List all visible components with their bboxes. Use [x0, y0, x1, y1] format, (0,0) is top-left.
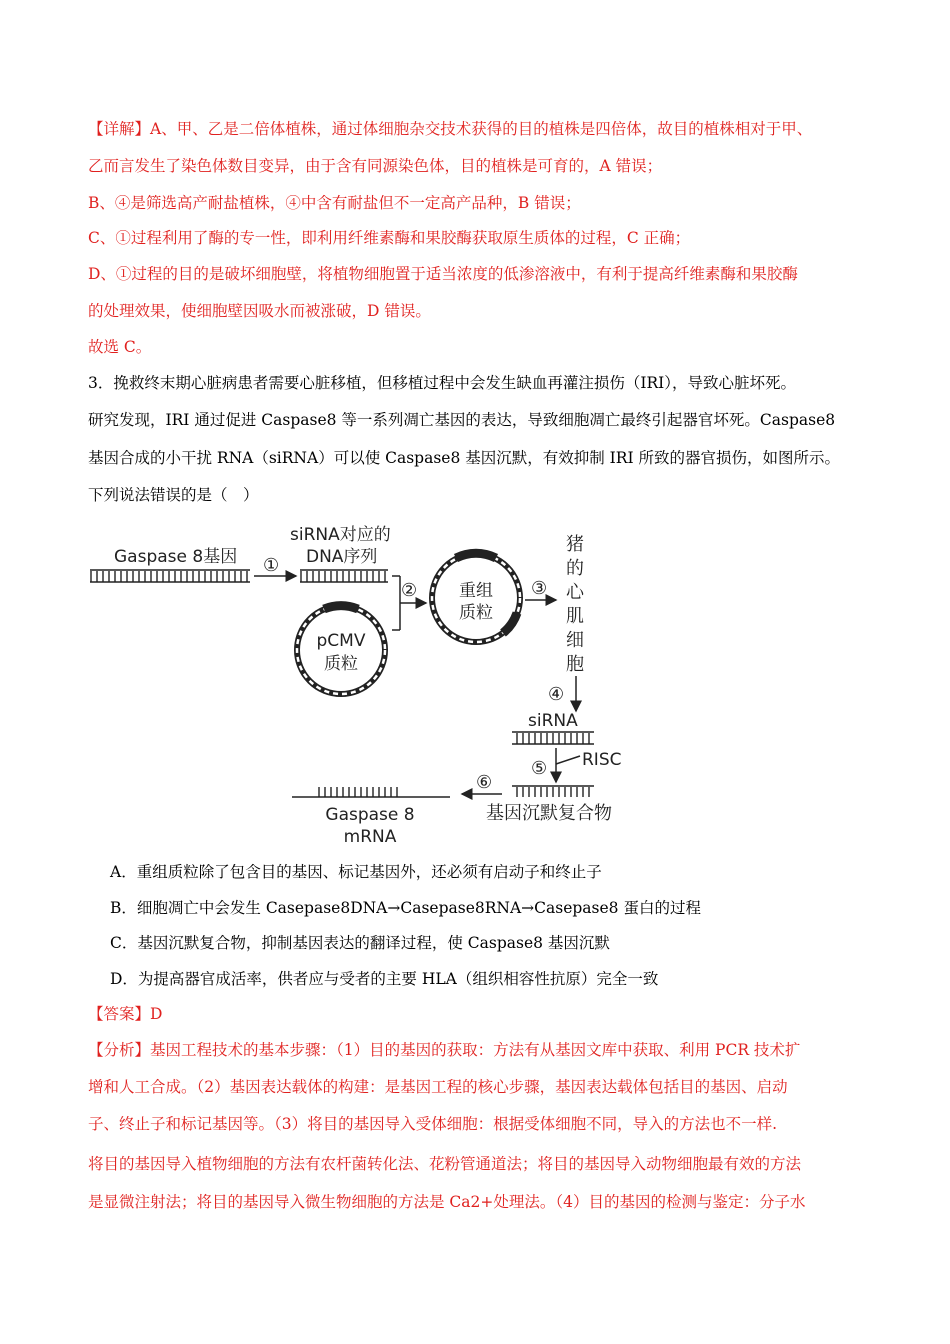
- step-3-label: ③: [531, 578, 548, 599]
- option-c: C．基因沉默复合物，抑制基因表达的翻译过程，使 Caspase8 基因沉默: [110, 934, 610, 952]
- recombinant-label-2: 质粒: [459, 603, 493, 623]
- pcmv-label-1: pCMV: [316, 631, 366, 651]
- gaspase8-gene-dna: [90, 570, 250, 582]
- gene-label: Gaspase 8基因: [114, 547, 238, 567]
- gene-silencing-diagram: [88, 518, 648, 853]
- step-1-label: ①: [263, 555, 280, 576]
- mrna-label-1: Gaspase 8: [325, 805, 415, 825]
- recombinant-label-1: 重组: [459, 581, 493, 601]
- option-b: B．细胞凋亡中会发生 Casepase8DNA→Casepase8RNA→Casepase8 蛋白的过程: [110, 899, 701, 917]
- svg-text:的: 的: [566, 558, 584, 579]
- explanation-line: C、①过程利用了酶的专一性，即利用纤维素酶和果胶酶获取原生质体的过程，C 正确；: [88, 229, 691, 247]
- pcmv-label-2: 质粒: [324, 654, 358, 674]
- explanation-conclusion: 故选 C。: [88, 338, 152, 356]
- svg-text:细: 细: [566, 630, 584, 651]
- step-2-label: ②: [401, 580, 418, 601]
- svg-text:胞: 胞: [566, 654, 584, 675]
- silencing-complex-strand: [512, 786, 594, 797]
- silencing-complex-label: 基因沉默复合物: [486, 803, 612, 824]
- option-a: A．重组质粒除了包含目的基因、标记基因外，还必须有启动子和终止子: [110, 863, 602, 881]
- sirna-label: siRNA: [528, 711, 578, 731]
- analysis-line: 将目的基因导入植物细胞的方法有农杆菌转化法、花粉管通道法；将目的基因导入动物细胞最有效的方法: [88, 1155, 802, 1173]
- analysis-line: 增和人工合成。（2）基因表达载体的构建：是基因工程的核心步骤，基因表达载体包括目的基因、启动: [88, 1078, 788, 1096]
- question-line: 研究发现，IRI 通过促进 Caspase8 等一系列凋亡基因的表达，导致细胞凋亡最终引起器官坏死。Caspase8: [88, 411, 836, 429]
- pcmv-plasmid: [297, 606, 385, 694]
- sirna-dna-label-1: siRNA对应的: [290, 525, 391, 545]
- risc-join-line: [556, 756, 580, 764]
- svg-text:心: 心: [566, 582, 584, 603]
- analysis-line: 【分析】基因工程技术的基本步骤：（1）目的基因的获取：方法有从基因文库中获取、利用 PCR 技术扩: [88, 1041, 801, 1059]
- step-4-label: ④: [548, 684, 565, 705]
- explanation-line: D、①过程的目的是破坏细胞壁，将植物细胞置于适当浓度的低渗溶液中，有利于提高纤维素酶和果胶酶: [88, 265, 798, 283]
- sirna-dna-sequence: [300, 570, 388, 582]
- sirna-dna-label-2: DNA序列: [306, 547, 378, 567]
- explanation-line: 【详解】A、甲、乙是二倍体植株，通过体细胞杂交技术获得的目的植株是四倍体，故目的植株相对于甲、: [88, 120, 813, 138]
- gaspase8-mrna: [292, 787, 450, 797]
- answer-line: 【答案】D: [88, 1005, 163, 1023]
- step-5-label: ⑤: [531, 758, 548, 779]
- explanation-line: 乙而言发生了染色体数目变异，由于含有同源染色体，目的植株是可育的，A 错误；: [88, 157, 663, 175]
- question-line: 3．挽救终末期心脏病患者需要心脏移植，但移植过程中会发生缺血再灌注损伤（IRI），导致心脏坏死。: [88, 374, 797, 392]
- svg-text:肌: 肌: [566, 606, 584, 627]
- analysis-line: 子、终止子和标记基因等。（3）将目的基因导入受体细胞：根据受体细胞不同，导入的方法也不一样.: [88, 1115, 778, 1133]
- explanation-line: 的处理效果，使细胞壁因吸水而被涨破，D 错误。: [88, 302, 431, 320]
- sirna-duplex: [512, 732, 594, 744]
- mrna-label-2: mRNA: [343, 827, 397, 847]
- explanation-line: B、④是筛选高产耐盐植株，④中含有耐盐但不一定高产品种，B 错误；: [88, 194, 581, 212]
- analysis-line: 是显微注射法；将目的基因导入微生物细胞的方法是 Ca2+处理法。（4）目的基因的检测与鉴定：分子水: [88, 1193, 806, 1211]
- question-prompt: 下列说法错误的是（ ）: [88, 486, 259, 504]
- recombinant-plasmid: [432, 553, 520, 642]
- option-d: D．为提高器官成活率，供者应与受者的主要 HLA（组织相容性抗原）完全一致: [110, 970, 659, 988]
- question-line: 基因合成的小干扰 RNA（siRNA）可以使 Caspase8 基因沉默，有效抑制 IRI 所致的器官损伤，如图所示。: [88, 449, 841, 467]
- step-6-label: ⑥: [476, 772, 493, 793]
- svg-text:猪: 猪: [566, 534, 584, 555]
- pig-myocardial-cells-label: [566, 534, 585, 675]
- risc-label: RISC: [582, 750, 622, 770]
